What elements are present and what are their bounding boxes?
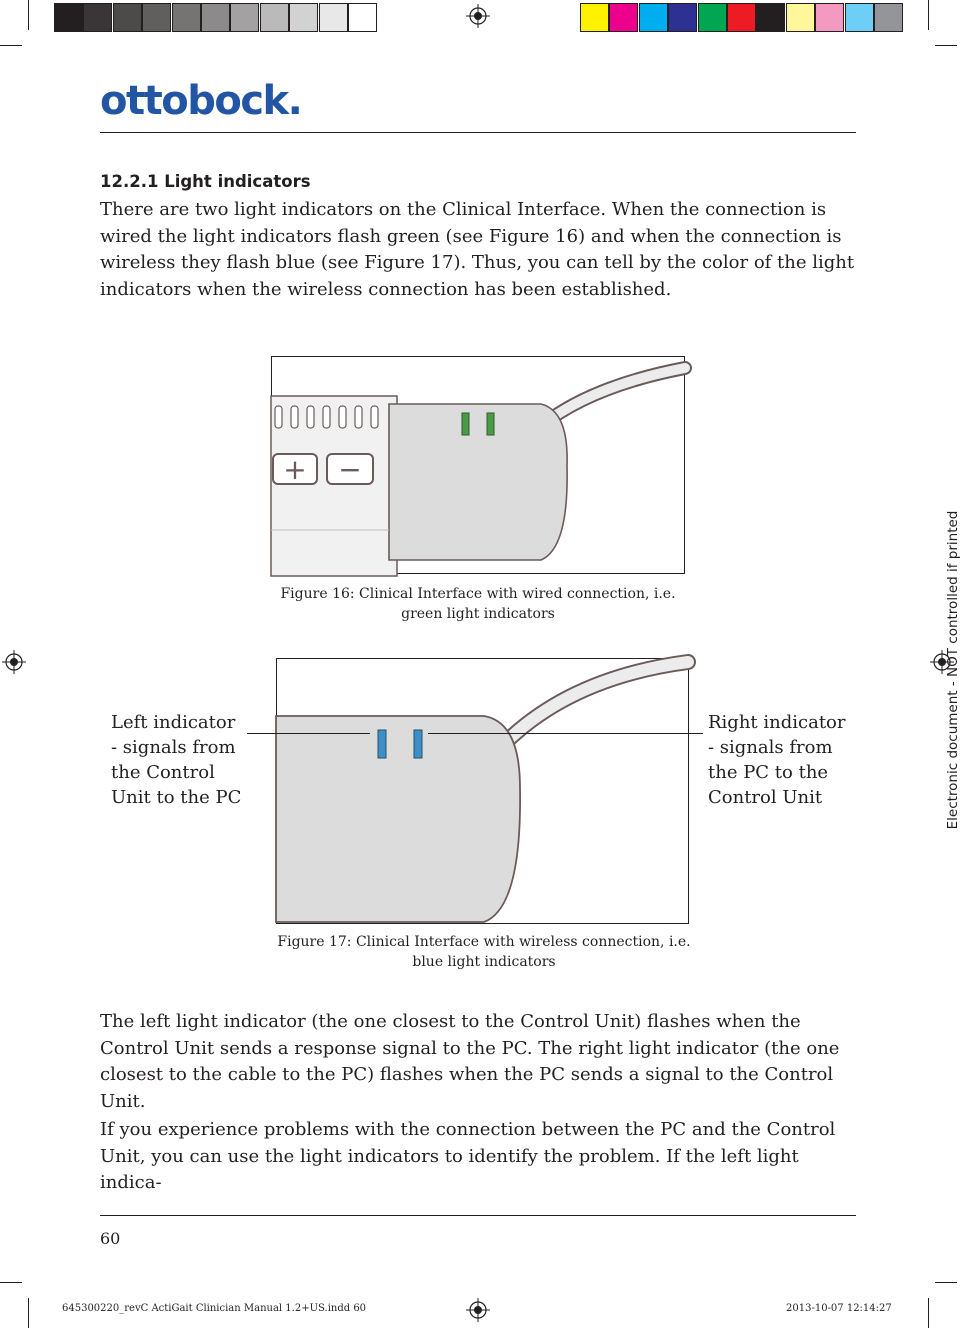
color-swatch: [260, 3, 289, 32]
header-rule: [100, 132, 856, 133]
callout-line: Right indicator: [708, 712, 846, 733]
callout-line: Unit to the PC: [111, 787, 242, 808]
color-swatch: [786, 3, 815, 32]
caption-line: blue light indicators: [412, 954, 556, 970]
caption-line: Figure 17: Clinical Interface with wireless connection, i.e.: [277, 934, 691, 950]
color-swatch: [54, 3, 83, 32]
right-callout-leader: [428, 733, 703, 734]
color-swatch: [609, 3, 638, 32]
crop-mark: [928, 1298, 929, 1328]
color-swatch: [815, 3, 844, 32]
indd-slug-timestamp: 2013-10-07 12:14:27: [786, 1303, 892, 1314]
color-calibration-bar: [580, 0, 904, 33]
figure-17-wireless-interface: [276, 658, 690, 924]
crop-mark: [935, 1282, 957, 1283]
crop-mark: [0, 45, 22, 46]
crop-mark: [928, 0, 929, 30]
callout-line: - signals from: [708, 737, 833, 758]
crop-mark: [28, 0, 29, 30]
color-swatch: [668, 3, 697, 32]
callout-line: - signals from: [111, 737, 236, 758]
color-swatch: [756, 3, 785, 32]
registration-mark-icon: [466, 1298, 490, 1322]
green-led-left: [462, 413, 469, 435]
color-swatch: [172, 3, 201, 32]
figure-16-caption: [270, 584, 686, 624]
color-swatch: [83, 3, 112, 32]
body-paragraph: The left light indicator (the one closest to the Control Unit) flashes when the Control Unit sends a response signal to the PC. The right light indicator (the one closest to the cable to the PC) flashes when the PC sends a signal to the Control Unit.: [100, 1011, 840, 1112]
body-paragraph: If you experience problems with the connection between the PC and the Control Unit, you can use the light indicators to identify the problem. If the left light indica-: [100, 1119, 836, 1193]
callout-line: the PC to the: [708, 762, 829, 783]
blue-led-right: [414, 730, 422, 758]
minus-button-icon: −: [338, 453, 362, 486]
color-swatch: [113, 3, 142, 32]
plus-button-icon: +: [283, 453, 307, 486]
color-swatch: [142, 3, 171, 32]
color-swatch: [639, 3, 668, 32]
callout-line: Control Unit: [708, 787, 823, 808]
uncontrolled-document-notice: Electronic document - NOT controlled if printed: [945, 510, 961, 830]
color-swatch: [230, 3, 259, 32]
right-indicator-callout: [708, 710, 846, 810]
left-callout-leader: [247, 733, 370, 734]
caption-line: Figure 16: Clinical Interface with wired connection, i.e.: [280, 586, 676, 602]
green-led-right: [487, 413, 494, 435]
callout-line: Left indicator: [111, 712, 236, 733]
color-swatch: [874, 3, 903, 32]
caption-line: green light indicators: [401, 606, 555, 622]
color-swatch: [845, 3, 874, 32]
color-swatch: [319, 3, 348, 32]
section-heading: 12.2.1 Light indicators: [100, 172, 311, 191]
color-swatch: [727, 3, 756, 32]
figure-17-caption: [268, 932, 700, 972]
color-swatch: [580, 3, 609, 32]
indd-slug-filename: 645300220_revC ActiGait Clinician Manual 1.2+US.indd 60: [62, 1303, 367, 1314]
registration-mark-icon: [2, 650, 26, 674]
gray-calibration-bar: [54, 0, 378, 33]
color-swatch: [289, 3, 318, 32]
callout-line: the Control: [111, 762, 215, 783]
crop-mark: [935, 45, 957, 46]
footer-rule: [100, 1215, 856, 1216]
color-swatch: [201, 3, 230, 32]
intro-paragraph: There are two light indicators on the Clinical Interface. When the connection is wired the light indicators flash green (see Figure 16) and when the connection is wireless they flash blue (see Figure 17). Thus, you can tell by the color of the light indicators when the wireless connection has been established.: [100, 199, 855, 300]
crop-mark: [0, 1282, 22, 1283]
color-swatch: [698, 3, 727, 32]
crop-mark: [28, 1298, 29, 1328]
registration-mark-icon: [466, 4, 490, 28]
figure-16-wired-interface: [271, 356, 685, 574]
ottobock-logo: ottobock.: [100, 78, 302, 124]
color-swatch: [348, 3, 377, 32]
page-number: 60: [100, 1229, 121, 1248]
blue-led-left: [378, 730, 386, 758]
left-indicator-callout: [111, 710, 241, 810]
